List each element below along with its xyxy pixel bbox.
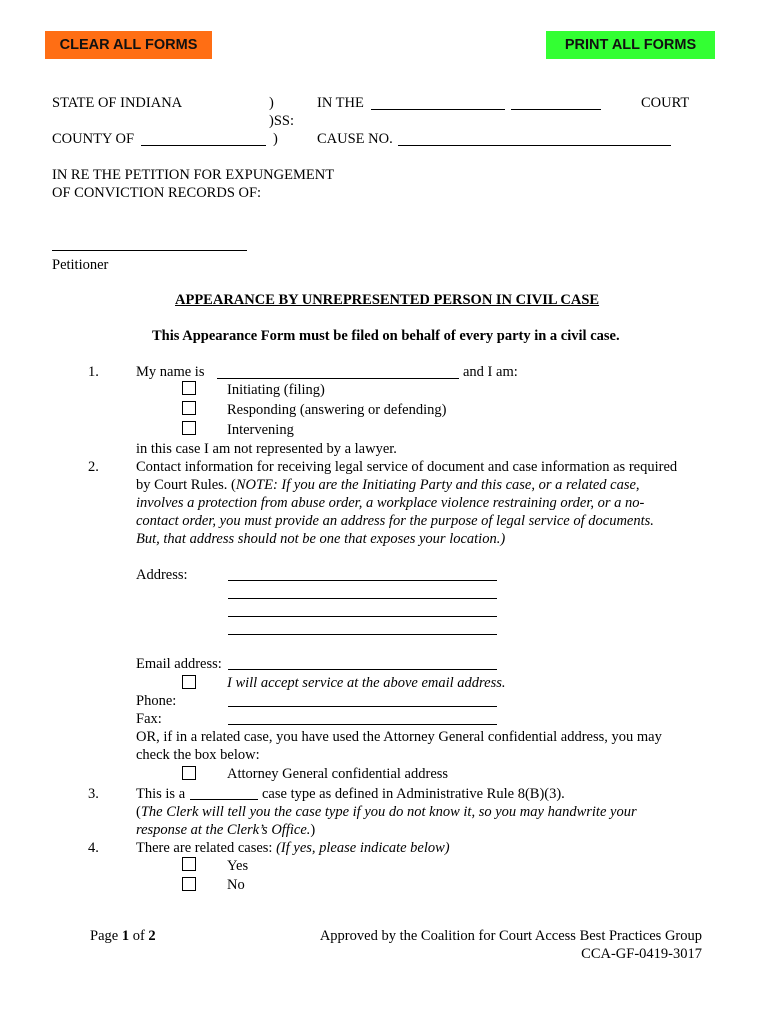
ag-address-line-2: check the box below:: [136, 747, 260, 763]
intervening-label: Intervening: [227, 422, 294, 438]
county-field[interactable]: [141, 145, 266, 146]
in-the-label: IN THE: [317, 95, 364, 111]
ag-confidential-checkbox[interactable]: [182, 766, 196, 780]
print-all-forms-button[interactable]: PRINT ALL FORMS: [546, 31, 715, 59]
not-represented-text: in this case I am not represented by a lawyer.: [136, 441, 397, 457]
email-field[interactable]: [228, 669, 497, 670]
address-label: Address:: [136, 567, 188, 583]
intervening-checkbox[interactable]: [182, 421, 196, 435]
phone-field[interactable]: [228, 706, 497, 707]
item-3-number: 3.: [88, 786, 99, 802]
responding-label: Responding (answering or defending): [227, 402, 447, 418]
petitioner-label: Petitioner: [52, 257, 109, 273]
contact-info-line-5: But, that address should not be one that exposes your location.): [136, 531, 506, 547]
item-1-number: 1.: [88, 364, 99, 380]
item-2-number: 2.: [88, 459, 99, 475]
ag-confidential-label: Attorney General confidential address: [227, 766, 449, 782]
related-yes-checkbox[interactable]: [182, 857, 196, 871]
fax-label: Fax:: [136, 711, 162, 727]
approved-by-text: Approved by the Coalition for Court Access Best Practices Group: [319, 928, 702, 944]
form-code: CCA-GF-0419-3017: [581, 946, 702, 962]
responding-checkbox[interactable]: [182, 401, 196, 415]
form-title: APPEARANCE BY UNREPRESENTED PERSON IN CIVIL CASE: [175, 292, 600, 308]
cause-no-field[interactable]: [398, 145, 671, 146]
my-name-label: My name is: [136, 364, 205, 380]
item-4-number: 4.: [88, 840, 99, 856]
address-line-1[interactable]: [228, 580, 497, 581]
petition-line-2: OF CONVICTION RECORDS OF:: [52, 185, 262, 201]
contact-info-line-1: Contact information for receiving legal service of document and case information as required: [136, 459, 678, 475]
court-label: COURT: [641, 95, 690, 111]
county-label: COUNTY OF: [52, 131, 135, 147]
case-type-field[interactable]: [190, 799, 258, 800]
phone-label: Phone:: [136, 693, 177, 709]
court-type-field[interactable]: [511, 109, 601, 110]
paren-2: ): [273, 131, 278, 147]
court-name-field[interactable]: [371, 109, 505, 110]
case-type-prefix: This is a: [136, 786, 186, 802]
related-no-label: No: [227, 877, 245, 893]
petitioner-name-field[interactable]: [52, 250, 247, 251]
my-name-field[interactable]: [217, 378, 459, 379]
page-number: Page 1 of 2: [90, 928, 156, 944]
contact-info-line-3: involves a protection from abuse order, a workplace violence restraining order, or a no-: [136, 495, 645, 511]
contact-info-line-2: by Court Rules. (NOTE: If you are the Initiating Party and this case, or a related case,: [136, 477, 640, 493]
state-label: STATE OF INDIANA: [52, 95, 183, 111]
contact-info-line-4: contact order, you must provide an address for the purpose of legal service of documents.: [136, 513, 654, 529]
clear-all-forms-button[interactable]: CLEAR ALL FORMS: [45, 31, 212, 59]
related-yes-label: Yes: [227, 858, 249, 874]
clerk-note-line-1: (The Clerk will tell you the case type if you do not know it, so you may handwrite your: [136, 804, 637, 820]
paren-1: ): [269, 95, 274, 111]
cause-no-label: CAUSE NO.: [317, 131, 393, 147]
email-label: Email address:: [136, 656, 222, 672]
fax-field[interactable]: [228, 724, 497, 725]
clerk-note-line-2: response at the Clerk’s Office.): [136, 822, 316, 838]
and-i-am-label: and I am:: [463, 364, 518, 380]
accept-email-label: I will accept service at the above email address.: [227, 675, 506, 691]
case-type-suffix: case type as defined in Administrative Rule 8(B)(3).: [262, 786, 565, 802]
ag-address-line-1: OR, if in a related case, you have used the Attorney General confidential address, you may: [136, 729, 662, 745]
address-line-3[interactable]: [228, 616, 497, 617]
accept-email-checkbox[interactable]: [182, 675, 196, 689]
ss-label: )SS:: [269, 113, 294, 129]
related-cases-label: There are related cases: (If yes, please indicate below): [136, 840, 450, 856]
form-subtitle: This Appearance Form must be filed on behalf of every party in a civil case.: [152, 328, 620, 344]
initiating-checkbox[interactable]: [182, 381, 196, 395]
related-no-checkbox[interactable]: [182, 877, 196, 891]
petition-line-1: IN RE THE PETITION FOR EXPUNGEMENT: [52, 167, 335, 183]
initiating-label: Initiating (filing): [227, 382, 325, 398]
address-line-4[interactable]: [228, 634, 497, 635]
address-line-2[interactable]: [228, 598, 497, 599]
